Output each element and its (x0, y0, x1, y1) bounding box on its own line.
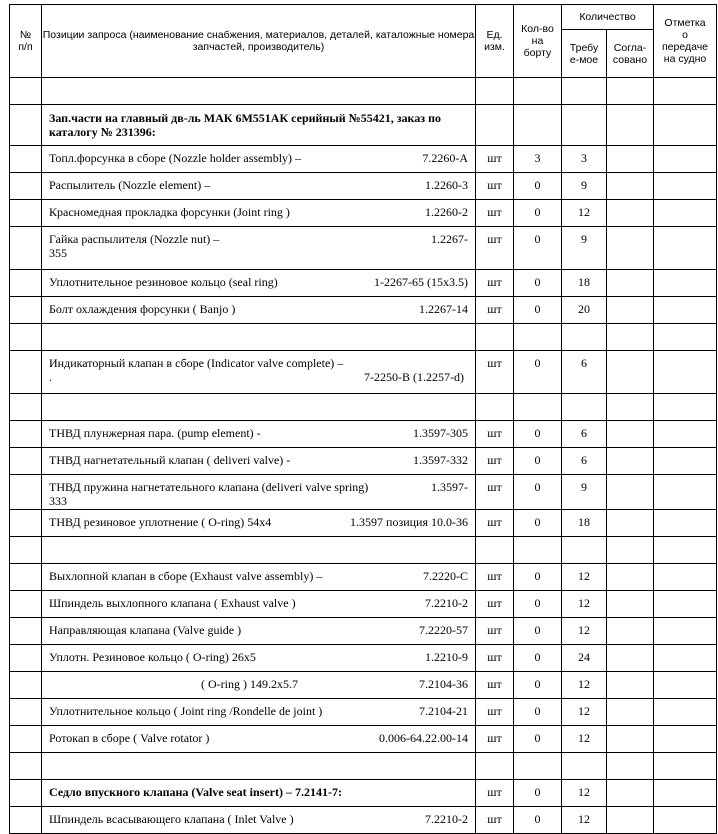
cell-description (42, 645, 476, 672)
cell-onboard: 3 (514, 146, 562, 173)
cell-onboard (514, 753, 562, 780)
item-name: ТНВД резиновое уплотнение ( O-ring) 54x4 (49, 515, 272, 529)
cell-unit: шт (476, 672, 514, 699)
item-name-continuation: . (49, 370, 52, 384)
cell-required: 12 (562, 200, 607, 227)
item-name: Красномедная прокладка форсунки (Joint ring ) (49, 205, 290, 219)
cell-description (42, 78, 476, 105)
item-catalog-code: 7.2210-2 (425, 812, 468, 826)
cell-onboard: 0 (514, 672, 562, 699)
cell-unit: шт (476, 564, 514, 591)
cell-description (42, 591, 476, 618)
header-agreed: Согла- совано (607, 30, 654, 78)
cell-sent-mark (654, 618, 717, 645)
cell-unit: шт (476, 645, 514, 672)
cell-description (42, 475, 476, 510)
cell-agreed (607, 537, 654, 564)
cell-required: 24 (562, 645, 607, 672)
item-name: ТНВД плунжерная пара. (pump element) - (49, 426, 261, 440)
cell-unit: шт (476, 227, 514, 270)
cell-sent-mark (654, 537, 717, 564)
cell-unit: шт (476, 726, 514, 753)
cell-sent-mark (654, 394, 717, 421)
cell-agreed (607, 672, 654, 699)
cell-required: 6 (562, 448, 607, 475)
item-name: Уплотн. Резиновое кольцо ( O-ring) 26x5 (49, 650, 256, 664)
item-catalog-code: 1.3597-305 (413, 426, 468, 440)
cell-sent-mark (654, 421, 717, 448)
table-row (10, 591, 717, 618)
cell-sent-mark (654, 324, 717, 351)
cell-agreed (607, 394, 654, 421)
cell-agreed (607, 200, 654, 227)
cell-agreed (607, 475, 654, 510)
cell-onboard: 0 (514, 351, 562, 394)
cell-required: 12 (562, 699, 607, 726)
cell-agreed (607, 351, 654, 394)
cell-unit: шт (476, 618, 514, 645)
cell-sent-mark (654, 699, 717, 726)
item-catalog-code: 1.2260-3 (425, 178, 468, 192)
cell-required (562, 78, 607, 105)
cell-required: 12 (562, 564, 607, 591)
cell-required (562, 324, 607, 351)
cell-onboard: 0 (514, 699, 562, 726)
cell-required: 9 (562, 227, 607, 270)
cell-agreed (607, 270, 654, 297)
item-name: Шпиндель выхлопного клапана ( Exhaust valve ) (49, 596, 296, 610)
cell-sent-mark (654, 146, 717, 173)
header-sent-mark: Отметка о передаче на судно (654, 5, 717, 78)
cell-agreed (607, 564, 654, 591)
item-catalog-code: 7.2220-57 (419, 623, 468, 637)
cell-number (10, 270, 42, 297)
cell-agreed (607, 78, 654, 105)
cell-unit: шт (476, 807, 514, 834)
cell-required (562, 394, 607, 421)
table-row (10, 173, 717, 200)
cell-onboard: 0 (514, 475, 562, 510)
cell-agreed (607, 618, 654, 645)
item-catalog-code: 1.3597- (431, 480, 468, 494)
cell-description (42, 351, 476, 394)
cell-onboard (514, 78, 562, 105)
item-catalog-code: 1.2260-2 (425, 205, 468, 219)
cell-description (42, 618, 476, 645)
cell-number (10, 645, 42, 672)
empty-row (10, 537, 717, 564)
table-row (10, 726, 717, 753)
table-row (10, 227, 717, 270)
cell-onboard: 0 (514, 780, 562, 807)
empty-row (10, 394, 717, 421)
cell-sent-mark (654, 297, 717, 324)
item-name: Гайка распылителя (Nozzle nut) – (49, 232, 220, 246)
cell-onboard: 0 (514, 270, 562, 297)
item-name: Уплотнительное кольцо ( Joint ring /Rondelle de joint ) (49, 704, 323, 718)
cell-required (562, 753, 607, 780)
cell-description (42, 227, 476, 270)
cell-number (10, 394, 42, 421)
section-title: Зап.части на главный дв-ль МАК 6М551АК серийный №55421, заказ по каталогу № 231396: (42, 105, 476, 146)
cell-sent-mark (654, 591, 717, 618)
header-required: Требу е-мое (562, 30, 607, 78)
cell-description (42, 807, 476, 834)
cell-sent-mark (654, 645, 717, 672)
cell-number (10, 510, 42, 537)
table-row (10, 807, 717, 834)
cell-required: 12 (562, 780, 607, 807)
cell-required: 6 (562, 351, 607, 394)
cell-unit: шт (476, 475, 514, 510)
cell-description (42, 324, 476, 351)
cell-onboard: 0 (514, 421, 562, 448)
empty-row (10, 78, 717, 105)
cell-description (42, 394, 476, 421)
cell-onboard (514, 324, 562, 351)
item-catalog-code: 7.2104-36 (419, 677, 468, 691)
cell-onboard: 0 (514, 173, 562, 200)
cell-sent-mark (654, 726, 717, 753)
cell-unit (476, 394, 514, 421)
cell-unit: шт (476, 200, 514, 227)
section-row (10, 105, 717, 146)
cell-unit: шт (476, 421, 514, 448)
cell-onboard: 0 (514, 807, 562, 834)
cell-sent-mark (654, 200, 717, 227)
cell-onboard: 0 (514, 227, 562, 270)
cell-description (42, 699, 476, 726)
cell-unit: шт (476, 780, 514, 807)
cell-number (10, 753, 42, 780)
cell-onboard: 0 (514, 297, 562, 324)
cell-agreed (607, 510, 654, 537)
cell-description (42, 537, 476, 564)
item-catalog-code: 7.2210-2 (425, 596, 468, 610)
cell-number (10, 351, 42, 394)
item-catalog-code: 1.3597 позиция 10.0-36 (350, 515, 468, 529)
cell-sent-mark (654, 173, 717, 200)
cell-onboard: 0 (514, 564, 562, 591)
cell-sent-mark (654, 807, 717, 834)
cell-unit: шт (476, 448, 514, 475)
cell-required (562, 537, 607, 564)
cell-description (42, 270, 476, 297)
cell-description (42, 564, 476, 591)
cell-agreed (607, 699, 654, 726)
table-row (10, 699, 717, 726)
cell-onboard (514, 537, 562, 564)
cell-description: Седло впускного клапана (Valve seat insert) – 7.2141-7: (42, 780, 476, 807)
cell-agreed (607, 591, 654, 618)
empty-row (10, 753, 717, 780)
cell-onboard: 0 (514, 591, 562, 618)
cell-agreed (607, 297, 654, 324)
cell-description (42, 173, 476, 200)
item-name: Распылитель (Nozzle element) – (49, 178, 211, 192)
cell-agreed (607, 146, 654, 173)
cell-sent-mark (654, 672, 717, 699)
table-row (10, 421, 717, 448)
cell-agreed (607, 807, 654, 834)
cell-required: 9 (562, 475, 607, 510)
cell-agreed (607, 324, 654, 351)
table-row (10, 645, 717, 672)
table-row (10, 297, 717, 324)
cell-required: 18 (562, 510, 607, 537)
cell-agreed (607, 753, 654, 780)
cell-unit: шт (476, 146, 514, 173)
cell-onboard: 0 (514, 448, 562, 475)
cell-number (10, 726, 42, 753)
cell-required: 12 (562, 618, 607, 645)
item-name: Шпиндель всасывающего клапана ( Inlet Valve ) (49, 812, 294, 826)
cell-unit: шт (476, 297, 514, 324)
cell-description (42, 726, 476, 753)
cell-number (10, 173, 42, 200)
item-catalog-code: 0.006-64.22.00-14 (379, 731, 468, 745)
cell-unit (476, 537, 514, 564)
cell-unit: шт (476, 173, 514, 200)
header-number: № п/п (10, 5, 42, 78)
cell-required: 12 (562, 726, 607, 753)
cell-required: 9 (562, 173, 607, 200)
cell-number (10, 699, 42, 726)
cell-number (10, 105, 42, 146)
item-name: ТНВД пружина нагнетательного клапана (deliveri valve spring) (49, 480, 369, 494)
cell-sent-mark (654, 475, 717, 510)
table-row (10, 448, 717, 475)
item-name: Индикаторный клапан в сборе (Indicator valve complete) – (49, 356, 344, 370)
item-name: ТНВД нагнетательный клапан ( deliveri valve) - (49, 453, 291, 467)
cell-sent-mark (654, 227, 717, 270)
cell-agreed (607, 780, 654, 807)
cell-description (42, 672, 476, 699)
cell-number (10, 591, 42, 618)
cell-required: 12 (562, 591, 607, 618)
cell-description (42, 200, 476, 227)
header-onboard: Кол-во на борту (514, 5, 562, 78)
cell-agreed (607, 645, 654, 672)
table-row (10, 200, 717, 227)
cell-sent-mark (654, 753, 717, 780)
cell-unit (476, 105, 514, 146)
cell-sent-mark (654, 105, 717, 146)
header-description: Позиции запроса (наименование снабжения, материалов, деталей, каталожные номера запчастей, производитель) (42, 5, 476, 78)
table-row (10, 146, 717, 173)
table-row (10, 510, 717, 537)
cell-number (10, 475, 42, 510)
cell-number (10, 807, 42, 834)
cell-required (562, 105, 607, 146)
cell-unit (476, 753, 514, 780)
cell-sent-mark (654, 510, 717, 537)
cell-required: 12 (562, 672, 607, 699)
table-row (10, 618, 717, 645)
request-table (9, 4, 717, 834)
cell-required: 20 (562, 297, 607, 324)
cell-sent-mark (654, 270, 717, 297)
cell-unit: шт (476, 351, 514, 394)
cell-required: 18 (562, 270, 607, 297)
item-catalog-code: 1.2267-14 (419, 302, 468, 316)
cell-number (10, 227, 42, 270)
cell-onboard: 0 (514, 618, 562, 645)
item-name: Ротокап в сборе ( Valve rotator ) (49, 731, 210, 745)
cell-agreed (607, 105, 654, 146)
item-name: Топл.форсунка в сборе (Nozzle holder assembly) – (49, 151, 302, 165)
cell-onboard: 0 (514, 200, 562, 227)
cell-required: 12 (562, 807, 607, 834)
item-name: Уплотнительное резиновое кольцо (seal ring) (49, 275, 278, 289)
cell-number (10, 421, 42, 448)
table-row (10, 351, 717, 394)
item-catalog-code: 7.2220-C (423, 569, 468, 583)
header-unit: Ед. изм. (476, 5, 514, 78)
cell-number (10, 672, 42, 699)
item-catalog-code: 7-2250-B (1.2257-d) (364, 370, 464, 384)
cell-sent-mark (654, 448, 717, 475)
table-row (10, 564, 717, 591)
cell-description (42, 510, 476, 537)
cell-unit: шт (476, 270, 514, 297)
cell-required: 3 (562, 146, 607, 173)
item-name-continuation: 333 (49, 494, 67, 508)
cell-agreed (607, 726, 654, 753)
cell-agreed (607, 227, 654, 270)
cell-number (10, 297, 42, 324)
cell-onboard (514, 105, 562, 146)
cell-number (10, 78, 42, 105)
cell-unit: шт (476, 591, 514, 618)
cell-unit: шт (476, 699, 514, 726)
cell-sent-mark (654, 780, 717, 807)
item-catalog-code: 1-2267-65 (15x3.5) (374, 275, 468, 289)
cell-onboard: 0 (514, 645, 562, 672)
empty-row (10, 324, 717, 351)
cell-number (10, 324, 42, 351)
table-row (10, 475, 717, 510)
cell-description (42, 421, 476, 448)
cell-description (42, 146, 476, 173)
item-catalog-code: 1.2267- (431, 232, 468, 246)
cell-unit (476, 78, 514, 105)
cell-unit (476, 324, 514, 351)
item-name: Выхлопной клапан в сборе (Exhaust valve assembly) – (49, 569, 323, 583)
table-row (10, 780, 717, 807)
cell-number (10, 448, 42, 475)
cell-number (10, 564, 42, 591)
item-catalog-code: 7.2104-21 (419, 704, 468, 718)
table-row (10, 270, 717, 297)
cell-agreed (607, 448, 654, 475)
cell-onboard: 0 (514, 510, 562, 537)
item-catalog-code: 7.2260-A (422, 151, 468, 165)
cell-number (10, 618, 42, 645)
item-name: Направляющая клапана (Valve guide ) (49, 623, 242, 637)
cell-onboard (514, 394, 562, 421)
cell-number (10, 780, 42, 807)
cell-agreed (607, 173, 654, 200)
item-catalog-code: 1.2210-9 (425, 650, 468, 664)
cell-required: 6 (562, 421, 607, 448)
table-row (10, 672, 717, 699)
cell-description (42, 297, 476, 324)
cell-number (10, 200, 42, 227)
item-name: ( O-ring ) 149.2x5.7 (201, 677, 298, 691)
item-catalog-code: 1.3597-332 (413, 453, 468, 467)
item-name: Болт охлаждения форсунки ( Banjo ) (49, 302, 236, 316)
cell-sent-mark (654, 351, 717, 394)
cell-number (10, 146, 42, 173)
header-quantity: Количество (562, 5, 654, 30)
cell-description (42, 753, 476, 780)
cell-sent-mark (654, 78, 717, 105)
item-name-continuation: 355 (49, 246, 67, 260)
cell-onboard: 0 (514, 726, 562, 753)
cell-sent-mark (654, 564, 717, 591)
cell-unit: шт (476, 510, 514, 537)
cell-description (42, 448, 476, 475)
cell-number (10, 537, 42, 564)
cell-agreed (607, 421, 654, 448)
